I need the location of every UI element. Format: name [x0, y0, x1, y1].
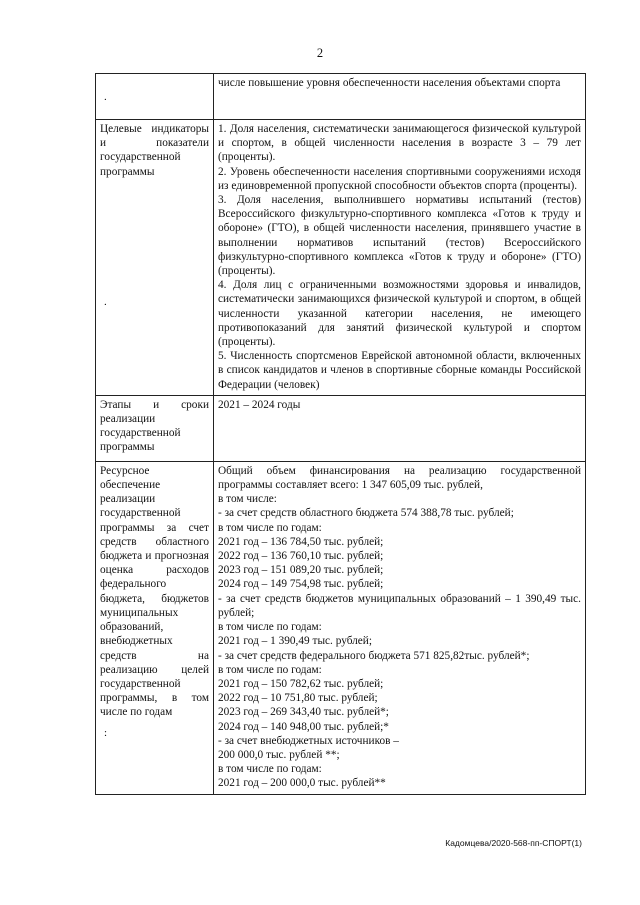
indicator-item: 5. Численность спортсменов Еврейской автономной области, включенных в список кандидатов и членов в спортивные сборные команды Российской Федерации (человек)	[218, 350, 581, 391]
funding-line: - за счет средств областного бюджета 574 388,78 тыс. рублей;	[218, 507, 514, 520]
indicator-item: 2. Уровень обеспеченности населения спортивными сооружениями исходя из единовременной пропускной способности объектов спорта (проценты).	[218, 165, 581, 192]
row-label-cell	[96, 120, 214, 396]
table-row	[96, 395, 586, 461]
table-row	[96, 120, 586, 396]
funding-line: - за счет средств бюджетов муниципальных образований – 1 390,49 тыс. рублей;	[218, 592, 581, 619]
scan-dot-mark: .	[104, 295, 107, 308]
funding-line: в том числе по годам:	[218, 663, 322, 676]
indicators-list	[214, 120, 586, 396]
row-label-cell	[96, 461, 214, 794]
resources-funding-text	[214, 461, 586, 794]
resources-label: Ресурсное обеспечение реализации государственной программы за счет средств областного бюджета и прогнозная оценка расходов федерального бюджета, бюджетов муниципальных образований, внебюджетных средств на реализацию целей государственной программы, в том числе по годам	[100, 464, 209, 719]
funding-line: - за счет средств федерального бюджета 571 825,82тыс. рублей*;	[218, 649, 530, 662]
table-row	[96, 461, 586, 794]
funding-line: 2023 год – 151 089,20 тыс. рублей;	[218, 564, 384, 577]
funding-line: 200 000,0 тыс. рублей **;	[218, 748, 340, 761]
stages-label: Этапы и сроки реализации государственной программы	[96, 395, 214, 461]
funding-line: в том числе по годам:	[218, 521, 322, 534]
funding-line: в том числе по годам:	[218, 621, 322, 634]
continuation-text: числе повышение уровня обеспеченности населения объектами спорта	[214, 74, 586, 120]
funding-line: Общий объем финансирования на реализацию государственной программы составляет всего: 1 347 605,09 тыс. рублей,	[218, 464, 581, 492]
indicator-item: 1. Доля населения, систематически занимающегося физической культурой и спортом, в общей численности населения в возрасте 3 – 79 лет (проценты).	[218, 123, 581, 164]
funding-line: в том числе по годам:	[218, 763, 322, 776]
funding-line: 2021 год – 150 782,62 тыс. рублей;	[218, 677, 384, 690]
funding-line: в том числе:	[218, 493, 277, 506]
funding-line: 2021 год – 200 000,0 тыс. рублей**	[218, 777, 386, 790]
scan-colon-mark: :	[104, 726, 108, 739]
funding-line: - за счет внебюджетных источников –	[218, 734, 399, 747]
scan-dot-mark: .	[104, 91, 107, 103]
funding-line: 2021 год – 1 390,49 тыс. рублей;	[218, 635, 372, 648]
funding-line: 2024 год – 149 754,98 тыс. рублей;	[218, 578, 384, 591]
indicator-item: 4. Доля лиц с ограниченными возможностями здоровья и инвалидов, систематически занимающихся физической культурой и спортом, в общей численности указанной категории населения, не имеющего противопоказаний для занятий физической культурой и спортом (проценты).	[218, 279, 581, 349]
funding-line: 2023 год – 269 343,40 тыс. рублей*;	[218, 706, 389, 719]
funding-line: 2024 год – 140 948,00 тыс. рублей;*	[218, 720, 389, 733]
indicators-label: Целевые индикаторы и показатели государственной программы	[100, 123, 209, 178]
stages-value: 2021 – 2024 годы	[214, 395, 586, 461]
table-row	[96, 74, 586, 120]
document-footer-code: Кадомцева/2020-568-пп-СПОРТ(1)	[445, 838, 582, 848]
program-passport-table	[95, 73, 586, 795]
funding-line: 2022 год – 10 751,80 тыс. рублей;	[218, 692, 378, 705]
page-number: 2	[316, 46, 324, 60]
row-label-cell	[96, 74, 214, 120]
funding-line: 2021 год – 136 784,50 тыс. рублей;	[218, 535, 384, 548]
indicator-item: 3. Доля населения, выполнившего нормативы испытаний (тестов) Всероссийского физкультурно-спортивного комплекса «Готов к труду и обороне» (ГТО), в общей численности населения, принявшего участие в выполнении нормативов испытаний (тестов) Всероссийского физкультурно-спортивного комплекса «Готов к труду и обороне» (ГТО) (проценты).	[218, 194, 581, 278]
funding-line: 2022 год – 136 760,10 тыс. рублей;	[218, 550, 384, 563]
